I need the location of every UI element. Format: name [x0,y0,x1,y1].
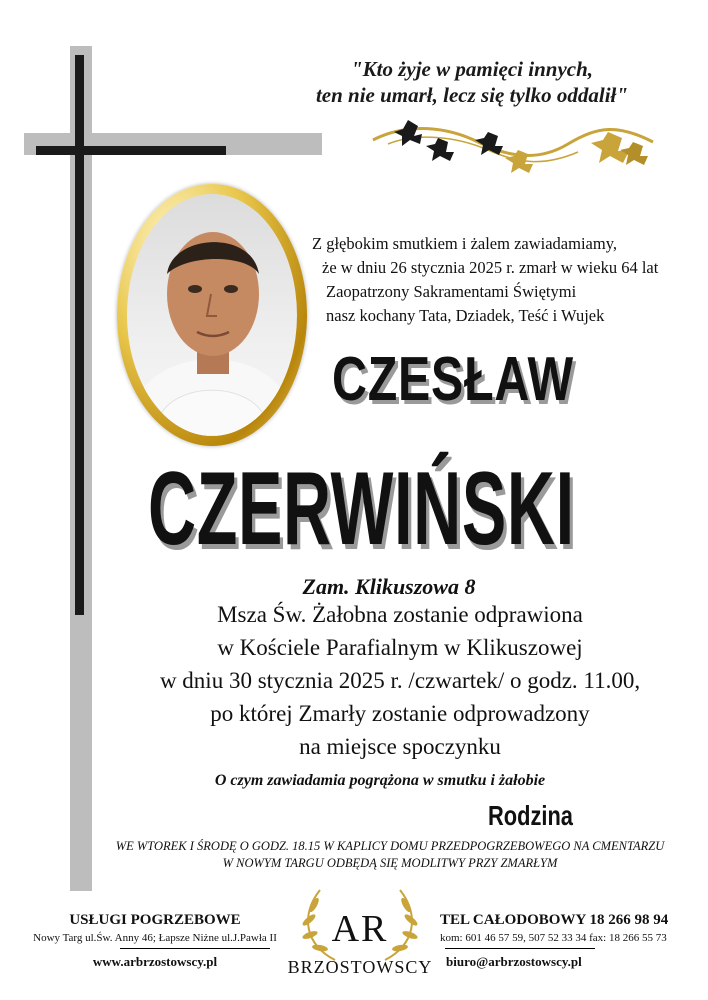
funeral-home-title: USŁUGI POGRZEBOWE [69,912,241,928]
phone-number: TEL CAŁODOBOWY 18 266 98 94 [440,912,669,928]
mourning-notice: O czym zawiadamia pogrążona w smutku i żałobie [214,772,546,789]
footer-divider-left [120,948,270,949]
mass-line-5: na miejsce spoczynku [299,734,501,759]
mass-line-4: po której Zmarły zostanie odprowadzony [210,701,590,726]
mass-line-1: Msza Św. Żałobna zostanie odprawiona [217,602,583,627]
death-announcement [312,232,682,328]
prayer-info [100,838,680,872]
portrait-photo [127,194,297,436]
logo-name: BRZOSTOWSCY [287,957,433,977]
deceased-last-name: CZERWIŃSKI [148,451,575,567]
quote-line-1: "Kto żyje w pamięci innych, [350,57,594,81]
logo-initials: AR [331,908,389,950]
intro-line-2: że w dniu 26 stycznia 2025 r. zmarł w wieku 64 lat [322,258,659,277]
funeral-mass-info [100,598,700,763]
cross-vertical-bar [75,55,84,615]
intro-line-1: Z głębokim smutkiem i żalem zawiadamiamy, [312,234,618,253]
memorial-quote [262,56,682,108]
mobile-fax-numbers: kom: 601 46 57 59, 507 52 33 34 fax: 18 266 55 73 [440,932,667,944]
residence: Zam. Klikuszowa 8 [302,574,476,599]
family-signature: Rodzina [488,800,573,831]
funeral-home-info [20,912,290,970]
prayer-line-1: WE WTOREK I ŚRODĘ O GODZ. 18.15 W KAPLICY DOMU PRZEDPOGRZEBOWEGO NA CMENTARZU [115,839,665,853]
intro-line-4: nasz kochany Tata, Dziadek, Teść i Wujek [326,306,605,325]
funeral-home-logo [280,885,440,995]
funeral-home-website-link[interactable]: www.arbrzostowscy.pl [92,954,218,969]
mass-line-2: w Kościele Parafialnym w Klikuszowej [217,635,583,660]
funeral-home-contact [440,912,700,970]
intro-line-3: Zaopatrzony Sakramentami Świętymi [326,282,577,301]
prayer-line-2: W NOWYM TARGU ODBĘDĄ SIĘ MODLITWY PRZY ZMARŁYM [222,856,558,870]
footer-divider-right [445,948,595,949]
mass-line-3: w dniu 30 stycznia 2025 r. /czwartek/ o godz. 11.00, [159,668,641,693]
cross-horizontal-bar [36,146,226,155]
vine-ornament-icon [368,112,658,182]
email-link[interactable]: biuro@arbrzostowscy.pl [446,954,582,969]
funeral-home-address: Nowy Targ ul.Św. Anny 46; Łapsze Niżne ul.J.Pawła II [33,932,277,944]
deceased-first-name: CZESŁAW [332,345,574,414]
quote-line-2: ten nie umarł, lecz się tylko oddalił" [315,83,629,107]
